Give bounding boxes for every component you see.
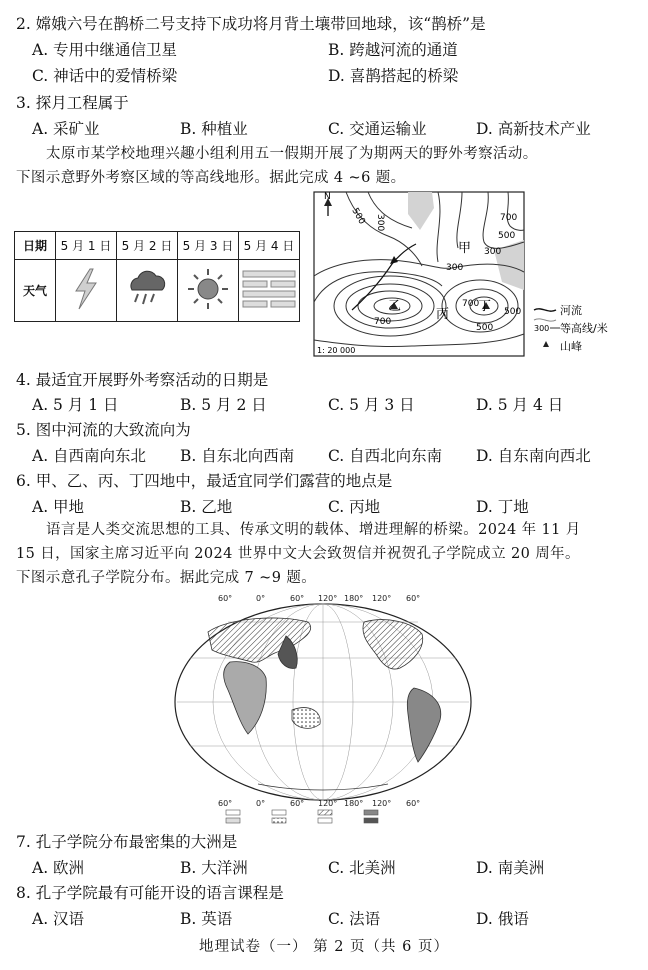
lon-tick: 120° [372,594,392,603]
date-cell: 5 月 2 日 [117,232,178,260]
question-7-stem: 7. 孔子学院分布最密集的大洲是 [16,833,238,851]
map-legend [534,303,608,353]
passage-confucius-institute [16,518,636,590]
option-a[interactable]: A. 专用中继通信卫星 [32,41,178,59]
place-yi: 乙 [388,299,402,314]
lon-tick: 60° [290,594,305,603]
contour-label: 500 [504,307,522,317]
north-label: N [324,192,331,202]
option-b[interactable]: B. 自东北向西南 [180,447,295,465]
question-5-stem: 5. 图中河流的大致流向为 [16,421,191,439]
contour-label: 500 [476,323,494,333]
contour-label: 300 [484,247,502,257]
table-header-date: 日期 [15,232,56,260]
contour-label: 300 [375,214,385,232]
rain-cloud-icon [124,266,170,312]
option-d[interactable]: D. 俄语 [476,910,529,928]
question-2-stem: 2. 嫦娥六号在鹊桥二号支持下成功将月背土壤带回地球，该“鹊桥”是 [16,15,486,33]
lightning-icon [66,267,106,311]
lon-tick: 60° [218,799,233,808]
lon-tick: 0° [256,594,266,603]
contour-label: 700 [462,299,480,309]
option-d[interactable]: D. 丁地 [476,498,529,516]
option-a[interactable]: A. 自西南向东北 [32,447,147,465]
lon-tick: 120° [372,799,392,808]
contour-label: 700 [374,317,392,327]
option-c[interactable]: C. 神话中的爱情桥梁 [32,67,178,85]
lon-tick: 120° [318,799,338,808]
world-map-legend [226,810,378,823]
lon-tick: 60° [218,594,233,603]
option-c[interactable]: C. 5 月 3 日 [328,396,415,414]
page-footer: 地理试卷（一） 第 2 页（共 6 页） [199,939,449,955]
lon-tick: 180° [344,799,364,808]
contour-label: 300 [446,263,464,273]
passage-line: 语言是人类交流思想的工具、传承文明的载体、增进理解的桥梁。2024 年 11 月 [46,522,581,538]
option-c[interactable]: C. 自西北向东南 [328,447,443,465]
contour-label: 500 [498,231,516,241]
lon-tick: 180° [344,594,364,603]
passage-line: 15 日，国家主席习近平向 2024 世界中文大会致贺信并祝贺孔子学院成立 20 周年。 [16,546,580,562]
option-d[interactable]: D. 5 月 4 日 [476,396,564,414]
contour-label: 500 [349,206,367,227]
option-a[interactable]: A. 甲地 [32,498,85,516]
option-c[interactable]: C. 法语 [328,910,381,928]
option-a[interactable]: A. 5 月 1 日 [32,396,119,414]
place-jia: 甲 [458,241,472,256]
sun-icon [185,266,231,312]
legend-label: 等高线/米 [560,322,608,335]
option-c[interactable]: C. 北美洲 [328,859,396,877]
contour-label: 700 [500,213,518,223]
option-b[interactable]: B. 跨越河流的通道 [328,41,458,59]
option-a[interactable]: A. 欧洲 [32,859,85,877]
peak-icon [543,341,549,347]
weather-cell [239,260,300,322]
passage-field-trip [16,142,636,190]
option-b[interactable]: B. 乙地 [180,498,233,516]
question-8-stem: 8. 孔子学院最有可能开设的语言课程是 [16,884,284,902]
weather-table [14,231,300,322]
option-c[interactable]: C. 交通运输业 [328,120,427,138]
contour-map [312,190,642,360]
place-ding: 丁 [478,299,492,314]
lon-tick: 60° [290,799,305,808]
place-bing: 丙 [436,307,450,322]
question-6-stem: 6. 甲、乙、丙、丁四地中，最适宜同学们露营的地点是 [16,472,393,490]
option-b[interactable]: B. 英语 [180,910,233,928]
passage-line: 下图示意野外考察区域的等高线地形。据此完成 4 ~6 题。 [16,170,406,186]
passage-line: 太原市某学校地理兴趣小组利用五一假期开展了为期两天的野外考察活动。 [46,146,538,162]
option-d[interactable]: D. 南美洲 [476,859,545,877]
option-c[interactable]: C. 丙地 [328,498,381,516]
option-d[interactable]: D. 喜鹊搭起的桥梁 [328,67,459,85]
weather-cell [117,260,178,322]
river-icon [534,309,556,311]
option-a[interactable]: A. 采矿业 [32,120,100,138]
date-cell: 5 月 4 日 [239,232,300,260]
legend-label: 山峰 [560,340,582,353]
world-map [168,592,478,824]
river-icon-bank [534,319,556,321]
legend-contour-value: 300 [534,324,550,333]
scale-label: 1: 20 000 [317,346,356,355]
date-cell: 5 月 3 日 [178,232,239,260]
option-b[interactable]: B. 5 月 2 日 [180,396,267,414]
question-4-stem: 4. 最适宜开展野外考察活动的日期是 [16,371,269,389]
option-d[interactable]: D. 高新技术产业 [476,120,591,138]
weather-cell [178,260,239,322]
option-a[interactable]: A. 汉语 [32,910,85,928]
option-b[interactable]: B. 种植业 [180,120,248,138]
lon-tick: 0° [256,799,266,808]
question-3-stem: 3. 探月工程属于 [16,94,129,112]
option-d[interactable]: D. 自东南向西北 [476,447,591,465]
fog-icon [241,267,297,311]
passage-line: 下图示意孔子学院分布。据此完成 7 ~9 题。 [16,570,317,586]
weather-cell [56,260,117,322]
option-b[interactable]: B. 大洋洲 [180,859,248,877]
legend-label: 河流 [560,304,582,317]
lon-tick: 60° [406,799,421,808]
lon-tick: 60° [406,594,421,603]
table-header-weather: 天气 [15,260,56,322]
lon-tick: 120° [318,594,338,603]
date-cell: 5 月 1 日 [56,232,117,260]
